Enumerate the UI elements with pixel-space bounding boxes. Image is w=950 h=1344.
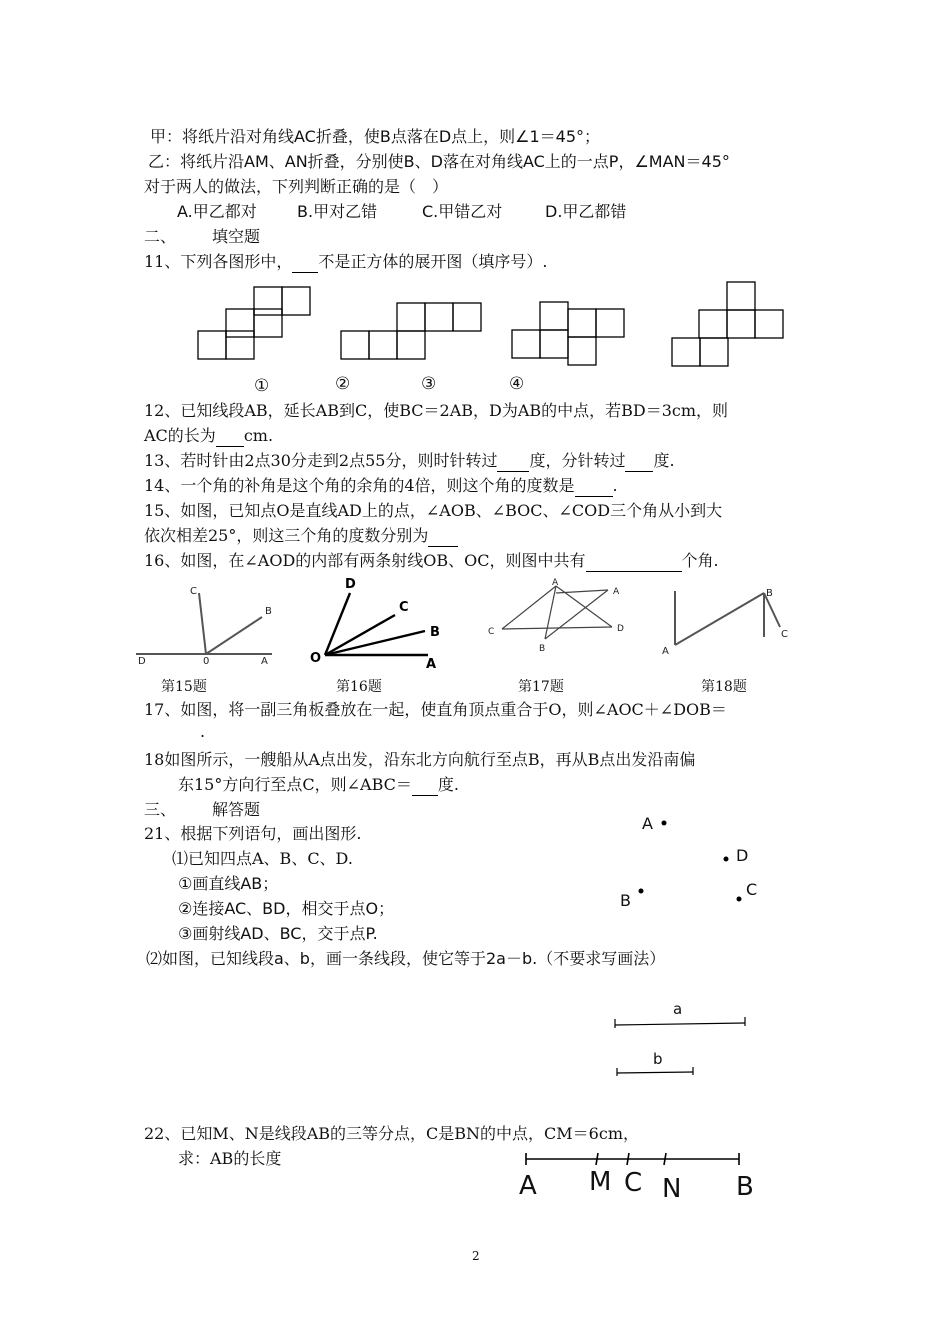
net-4	[672, 282, 783, 366]
f17-label-a2: A	[613, 587, 620, 597]
page-number: 2	[472, 1249, 480, 1263]
q11-blank	[292, 254, 318, 273]
f17-label-b: B	[539, 644, 546, 654]
q12-after: cm.	[243, 426, 274, 445]
segment-label-b: b	[653, 1050, 663, 1068]
q10-jia: 甲：将纸片沿对角线AC折叠，使B点落在D点上，则∠1＝45°；	[150, 127, 601, 146]
q21-step2: ②连接AC、BD，相交于点O；	[178, 899, 395, 918]
q13-blank-1	[497, 453, 529, 472]
q12-line1: 12、已知线段AB，延长AB到C，使BC＝2AB，D为AB的中点，若BD＝3cm，则	[144, 401, 729, 420]
q15-body: 依次相差25°，则这三个角的度数分别为	[144, 526, 429, 545]
f16-label-c: C	[399, 600, 409, 615]
q21-segments-figure	[0, 1000, 950, 1080]
point-label-b: B	[620, 891, 631, 910]
q18-after: 度.	[437, 775, 459, 794]
q11-cube-nets	[0, 280, 950, 400]
q15-line1: 15、如图，已知点O是直线AD上的点，∠AOB、∠BOC、∠COD三个角从小到大	[144, 501, 723, 520]
q13-blank-2	[625, 453, 653, 472]
figure-17	[502, 586, 612, 639]
net-2	[341, 303, 481, 359]
q22-line2: 求：AB的长度	[178, 1149, 282, 1168]
q21-step1: ①画直线AB；	[178, 874, 279, 893]
point-label-c: C	[746, 880, 758, 899]
q22-label-a: A	[519, 1171, 537, 1201]
q16-after: 个角.	[681, 551, 719, 570]
q10-option-a: A.甲乙都对	[177, 202, 257, 221]
q15-blank	[428, 528, 458, 547]
q14-blank	[575, 478, 613, 497]
q11-text	[144, 251, 547, 273]
net-label-1: ①	[254, 376, 270, 396]
f16-label-o: O	[310, 651, 322, 666]
q13-part1: 13、若时针由2点30分走到2点55分，则时针转过	[144, 451, 498, 470]
f17-label-c: C	[488, 627, 495, 637]
net-label-4: ④	[509, 374, 525, 394]
q10-judge: 对于两人的做法，下列判断正确的是（ ）	[144, 177, 449, 196]
q14-end: .	[612, 476, 618, 495]
q16-before: 16、如图，在∠AOD的内部有两条射线OB、OC，则图中共有	[144, 551, 586, 570]
q13-part3: 度.	[653, 451, 675, 470]
f18-label-a: A	[662, 646, 669, 657]
q21-part2: ⑵如图，已知线段a、b，画一条线段，使它等于2a－b.（不要求写画法）	[146, 949, 666, 968]
q10-option-d: D.甲乙都错	[545, 202, 627, 221]
q17-line1: 17、如图，将一副三角板叠放在一起，使直角顶点重合于O，则∠AOC＋∠DOB＝	[144, 700, 727, 719]
q14-body: 14、一个角的补角是这个角的余角的4倍，则这个角的度数是	[144, 476, 575, 495]
q12-before: AC的长为	[144, 426, 216, 445]
q18-line2	[178, 774, 459, 796]
caption-figure-15: 第15题	[161, 679, 207, 695]
q22-label-c: C	[624, 1168, 643, 1198]
f16-label-a: A	[426, 657, 437, 672]
q21-points-figure	[0, 800, 950, 920]
net-1	[198, 287, 310, 359]
f15-label-a: A	[261, 656, 268, 667]
net-3	[512, 302, 624, 365]
q22-label-n: N	[662, 1174, 682, 1204]
caption-figure-16: 第16题	[336, 679, 382, 695]
q12-blank	[216, 428, 244, 447]
f15-label-c: C	[190, 586, 197, 597]
q13-text	[144, 450, 675, 472]
q22-label-b: B	[736, 1172, 754, 1202]
caption-figure-17: 第17题	[518, 679, 564, 695]
angle-figures	[0, 575, 950, 685]
figure-18	[675, 591, 780, 645]
q11-text-before: 11、下列各图形中，	[144, 252, 293, 271]
caption-figure-18: 第18题	[701, 679, 747, 695]
q21-step3: ③画射线AD、BC，交于点P.	[178, 924, 378, 943]
q18-line1: 18如图所示，一艘船从A点出发，沿东北方向航行至点B，再从B点出发沿南偏	[144, 750, 696, 769]
q16-blank	[586, 553, 682, 572]
point-label-a: A	[642, 814, 653, 833]
q10-yi: 乙：将纸片沿AM、AN折叠，分别使B、D落在对角线AC上的一点P，∠MAN＝45°	[148, 152, 730, 171]
f17-label-d: D	[617, 624, 624, 634]
section-2-number: 二、	[144, 227, 177, 246]
q10-option-c: C.甲错乙对	[422, 202, 503, 221]
q21-title: 21、根据下列语句，画出图形.	[144, 824, 362, 843]
q11-text-after: 不是正方体的展开图（填序号）.	[318, 252, 548, 271]
section-3-title: 解答题	[212, 800, 261, 819]
q22-segment-figure	[0, 1140, 950, 1210]
q10-option-b: B.甲对乙错	[297, 202, 378, 221]
f16-label-d: D	[345, 577, 356, 592]
q14-text	[144, 475, 618, 497]
q13-part2: 度，分针转过	[529, 451, 626, 470]
q18-before: 东15°方向行至点C，则∠ABC＝	[178, 775, 412, 794]
q16-text	[144, 550, 719, 572]
f16-label-b: B	[430, 625, 440, 640]
figure-16	[325, 593, 428, 655]
f18-label-b: B	[766, 588, 773, 599]
f15-label-o: 0	[203, 656, 210, 667]
q22-label-m: M	[589, 1167, 612, 1197]
net-label-2: ②	[335, 374, 351, 394]
q17-line2: .	[200, 722, 206, 741]
q12-line2	[144, 425, 273, 447]
f15-label-b: B	[265, 606, 272, 617]
q21-part1: ⑴已知四点A、B、C、D.	[172, 849, 353, 868]
q22-line1: 22、已知M、N是线段AB的三等分点，C是BN的中点，CM＝6cm，	[144, 1124, 639, 1143]
q15-line2	[144, 525, 458, 547]
net-label-3: ③	[421, 374, 437, 394]
section-3-number: 三、	[144, 800, 177, 819]
segment-label-a: a	[673, 1000, 683, 1018]
f18-label-c: C	[781, 629, 788, 640]
section-2-title: 填空题	[212, 227, 261, 246]
point-label-d: D	[736, 846, 749, 865]
f15-label-d: D	[138, 656, 146, 667]
q18-blank	[412, 777, 438, 796]
figure-15	[136, 593, 272, 654]
f17-label-a: A	[552, 578, 559, 588]
